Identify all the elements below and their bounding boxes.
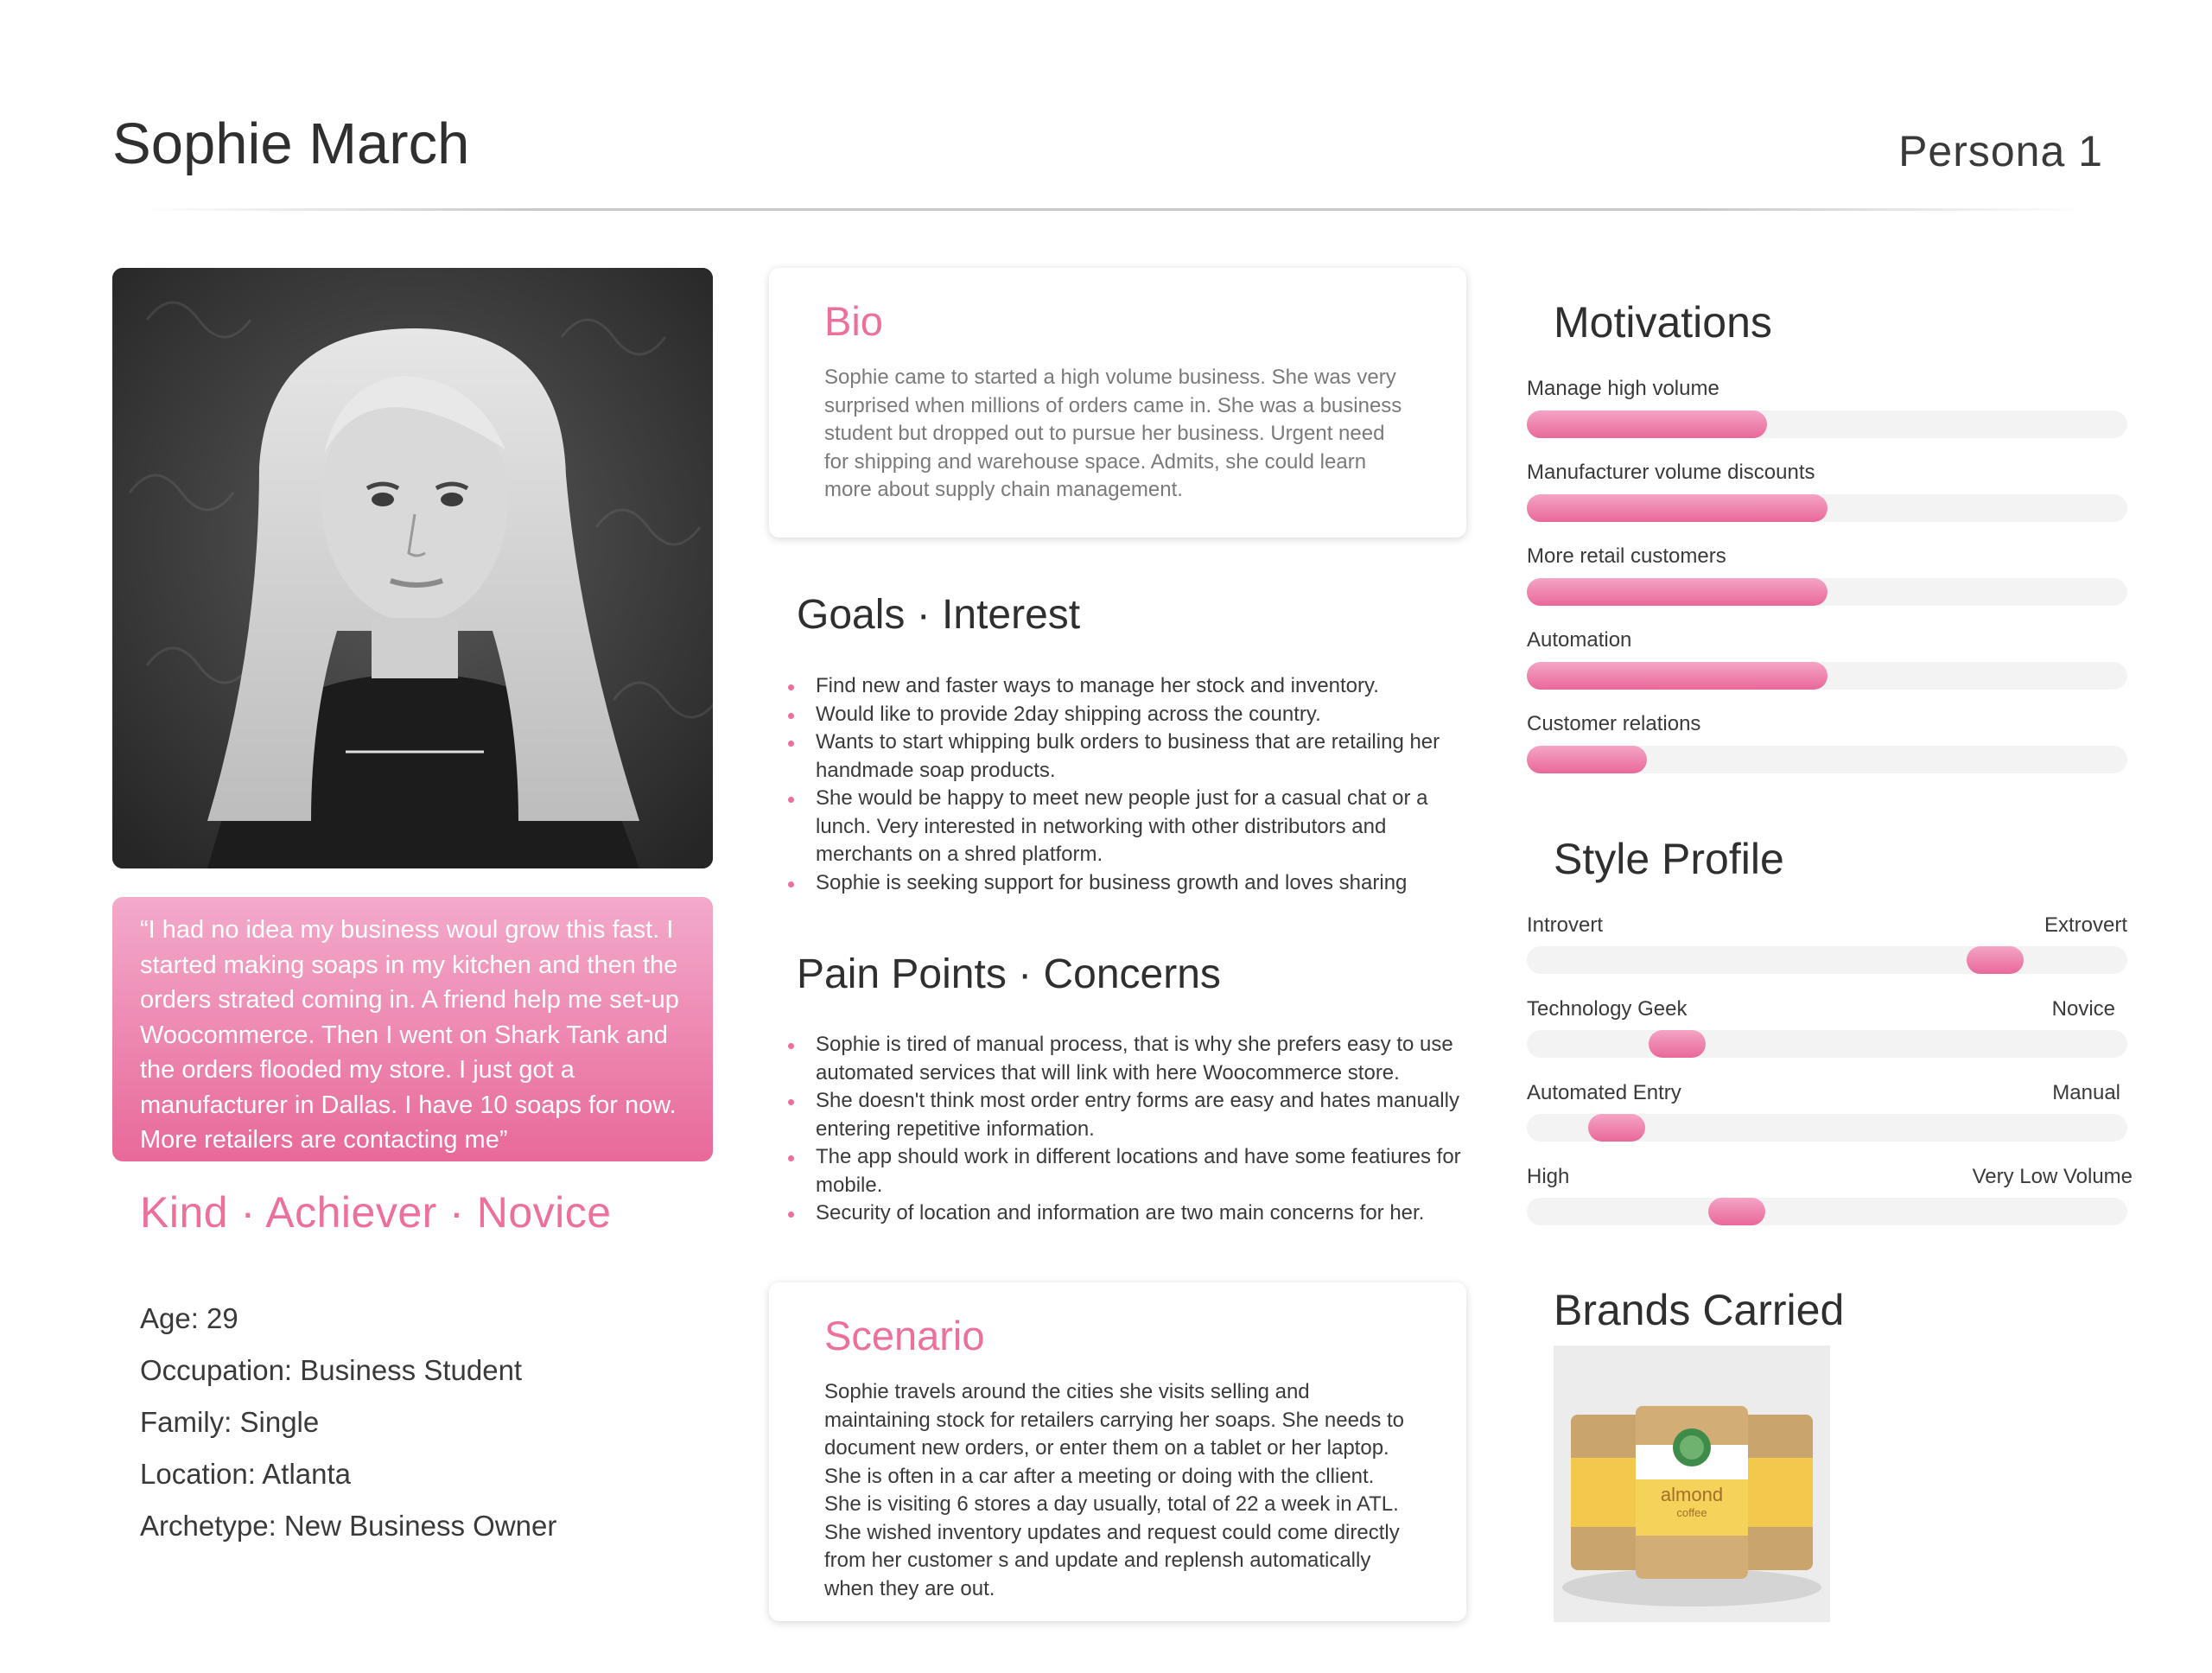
style-right-label: Manual (2052, 1081, 2120, 1104)
motivation-label: Manufacturer volume discounts (1527, 461, 1815, 484)
motivation-track (1527, 410, 2127, 438)
persona-number: Persona 1 (1898, 127, 2103, 175)
pains-title: Pain Points · Concerns (797, 951, 1221, 997)
goal-item: Find new and faster ways to manage her stock and inventory. (783, 672, 1465, 701)
motivation-fill (1527, 494, 1827, 522)
style-left-label: Introvert (1527, 913, 1604, 937)
pain-item: She doesn't think most order entry forms are easy and hates manually entering repetitive information. (783, 1087, 1465, 1143)
style-track (1527, 1030, 2127, 1058)
style-knob (1708, 1198, 1765, 1225)
style-knob (1649, 1030, 1706, 1058)
soap-product-image (1554, 1345, 1830, 1622)
motivation-label: Manage high volume (1527, 377, 1719, 400)
bio-text: Sophie came to started a high volume business. She was very surprised when millions of orders came in. She was a business student but dropped out to pursue her business. Urgent need for shipping and warehouse space. Admits, she could learn more about supply chain management. (824, 366, 1402, 501)
motivations-title: Motivations (1554, 298, 1772, 347)
fact-occupation: Occupation: Business Student (140, 1354, 523, 1386)
style-track (1527, 1114, 2127, 1142)
pain-item: Security of location and information are two main concerns for her. (783, 1199, 1465, 1228)
persona-photo (112, 268, 713, 868)
goals-title: Goals · Interest (797, 592, 1081, 638)
persona-traits: Kind · Achiever · Novice (140, 1188, 612, 1237)
style-knob (1588, 1114, 1645, 1142)
style-right-label: Novice (2051, 997, 2115, 1021)
style-left-label: High (1527, 1165, 1570, 1188)
motivation-fill (1527, 578, 1827, 606)
bio-title: Bio (824, 298, 883, 344)
style-knob (1967, 946, 2024, 974)
fact-family: Family: Single (140, 1406, 320, 1438)
goal-item: Would like to provide 2day shipping across the country. (783, 701, 1465, 729)
persona-facts (140, 1293, 556, 1552)
style-right-label: Extrovert (2044, 913, 2127, 937)
goal-item: She would be happy to meet new people just for a casual chat or a lunch. Very interested in networking with other distributors and merchants on a shred platform. (783, 785, 1465, 869)
style-right-label: Very Low Volume (1972, 1165, 2133, 1188)
pain-item: Sophie is tired of manual process, that is why she prefers easy to use automated services that will link with here Woocommerce store. (783, 1031, 1465, 1087)
quote-text: “I had no idea my business woul grow this fast. I started making soaps in my kitchen and then the orders strated coming in. A friend help me set-up Woocommerce. Then I went on Shark Tank and the orders flooded my store. I just got a manufacturer in Dallas. I have 10 soaps for now. More retailers are contacting me” (140, 916, 679, 1154)
goal-item: Wants to start whipping bulk orders to business that are retailing her handmade soap products. (783, 728, 1465, 785)
motivation-track (1527, 662, 2127, 690)
motivation-track (1527, 494, 2127, 522)
brand-product-image (1554, 1345, 1830, 1622)
pains-list (783, 1031, 1465, 1228)
style-left-label: Automated Entry (1527, 1081, 1681, 1104)
motivation-label: Automation (1527, 628, 1632, 652)
style-profile-title: Style Profile (1554, 835, 1784, 883)
scenario-title: Scenario (824, 1313, 985, 1358)
motivation-fill (1527, 662, 1827, 690)
bio-card (769, 268, 1466, 538)
goal-item: Sophie is seeking support for business growth and loves sharing (783, 869, 1465, 898)
scenario-text: Sophie travels around the cities she visits selling and maintaining stock for retailers carrying her soaps. She needs to document new orders, or enter them on a tablet or her laptop. She is often in a car after a meeting or doing with the cllient. She is visiting 6 stores a day usually, total of 22 a week in ATL. She wished inventory updates and request could come directly from her customer s and update and replensh automatically when they are out. (824, 1380, 1405, 1600)
fact-location: Location: Atlanta (140, 1458, 352, 1490)
header-divider (143, 208, 2087, 211)
brands-title: Brands Carried (1554, 1286, 1845, 1334)
motivation-track (1527, 578, 2127, 606)
style-track (1527, 1198, 2127, 1225)
product-label: almond (1660, 1484, 1724, 1505)
motivation-fill (1527, 410, 1767, 438)
fact-age: Age: 29 (140, 1302, 238, 1334)
pain-item: The app should work in different locations and have some featiures for mobile. (783, 1143, 1465, 1199)
style-left-label: Technology Geek (1527, 997, 1688, 1021)
quote-card (112, 897, 713, 1161)
portrait-image (112, 268, 713, 868)
motivation-fill (1527, 746, 1647, 773)
motivation-label: Customer relations (1527, 712, 1701, 735)
scenario-card (769, 1282, 1466, 1621)
product-sublabel: coffee (1676, 1506, 1707, 1519)
style-track (1527, 946, 2127, 974)
persona-name: Sophie March (112, 111, 470, 176)
goals-list (783, 672, 1465, 897)
motivation-label: More retail customers (1527, 544, 1726, 568)
motivation-track (1527, 746, 2127, 773)
fact-archetype: Archetype: New Business Owner (140, 1510, 557, 1542)
